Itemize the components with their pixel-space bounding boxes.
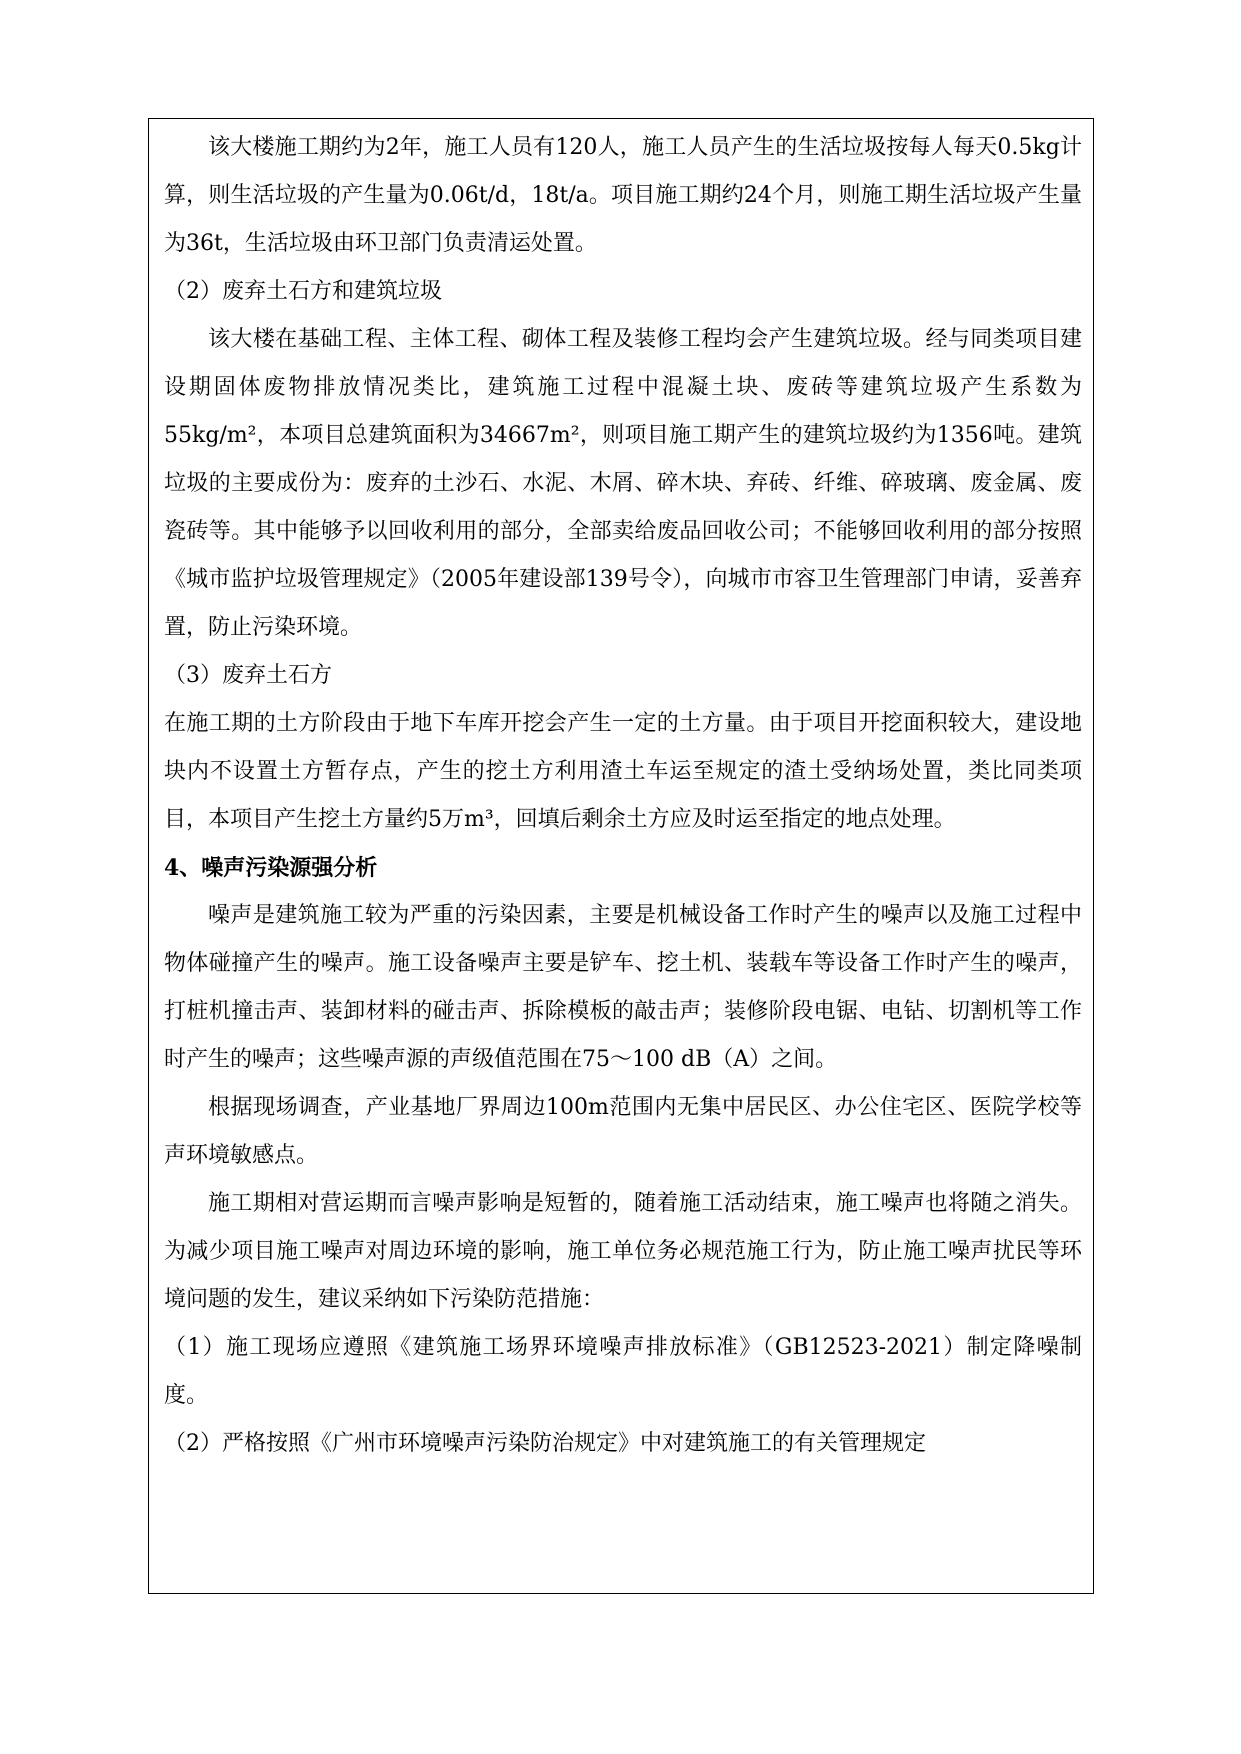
- paragraph-domestic-waste: 该大楼施工期约为2年，施工人员有120人，施工人员产生的生活垃圾按每人每天0.5kg计算，则生活垃圾的产生量为0.06t/d，18t/a。项目施工期约24个月，则施工期生活垃圾产生量为36t，生活垃圾由环卫部门负责清运处置。: [164, 135, 1082, 256]
- paragraph-noise-measures: 施工期相对营运期而言噪声影响是短暂的，随着施工活动结束，施工噪声也将随之消失。为减少项目施工噪声对周边环境的影响，施工单位务必规范施工行为，防止施工噪声扰民等环境问题的发生，建议采纳如下污染防范措施：: [164, 1191, 1082, 1312]
- paragraph-site-survey: 根据现场调查，产业基地厂界周边100m范围内无集中居民区、办公住宅区、医院学校等声环境敏感点。: [164, 1095, 1082, 1168]
- subheading-earthwork: （3）废弃土石方: [164, 663, 332, 688]
- section-heading-noise: 4、噪声污染源强分析: [164, 855, 378, 881]
- subheading-construction-waste: （2）废弃土石方和建筑垃圾: [164, 279, 442, 304]
- paragraph-construction-waste: 该大楼在基础工程、主体工程、砌体工程及装修工程均会产生建筑垃圾。经与同类项目建设期固体废物排放情况类比，建筑施工过程中混凝土块、废砖等建筑垃圾产生系数为55kg/m²，本项目总建筑面积为34667m²，则项目施工期产生的建筑垃圾约为1356吨。建筑垃圾的主要成份为：废弃的土沙石、水泥、木屑、碎木块、弃砖、纤维、碎玻璃、废金属、废瓷砖等。其中能够予以回收利用的部分，全部卖给废品回收公司；不能够回收利用的部分按照《城市监护垃圾管理规定》（2005年建设部139号令），向城市市容卫生管理部门申请，妥善弃置，防止污染环境。: [164, 327, 1082, 640]
- paragraph-earthwork: 在施工期的土方阶段由于地下车库开挖会产生一定的土方量。由于项目开挖面积较大，建设地块内不设置土方暂存点，产生的挖土方利用渣土车运至规定的渣土受纳场处置，类比同类项目，本项目产生挖土方量约5万m³，回填后剩余土方应及时运至指定的地点处理。: [164, 711, 1082, 832]
- document-body: [164, 124, 1082, 1468]
- measure-item-1: （1）施工现场应遵照《建筑施工场界环境噪声排放标准》（GB12523-2021）制定降噪制度。: [164, 1335, 1082, 1408]
- measure-item-2: （2）严格按照《广州市环境噪声污染防治规定》中对建筑施工的有关管理规定: [164, 1431, 926, 1456]
- paragraph-noise-sources: 噪声是建筑施工较为严重的污染因素，主要是机械设备工作时产生的噪声以及施工过程中物体碰撞产生的噪声。施工设备噪声主要是铲车、挖土机、装载车等设备工作时产生的噪声，打桩机撞击声、装卸材料的碰击声、拆除模板的敲击声；装修阶段电锯、电钻、切割机等工作时产生的噪声；这些噪声源的声级值范围在75～100 dB（A）之间。: [164, 903, 1082, 1072]
